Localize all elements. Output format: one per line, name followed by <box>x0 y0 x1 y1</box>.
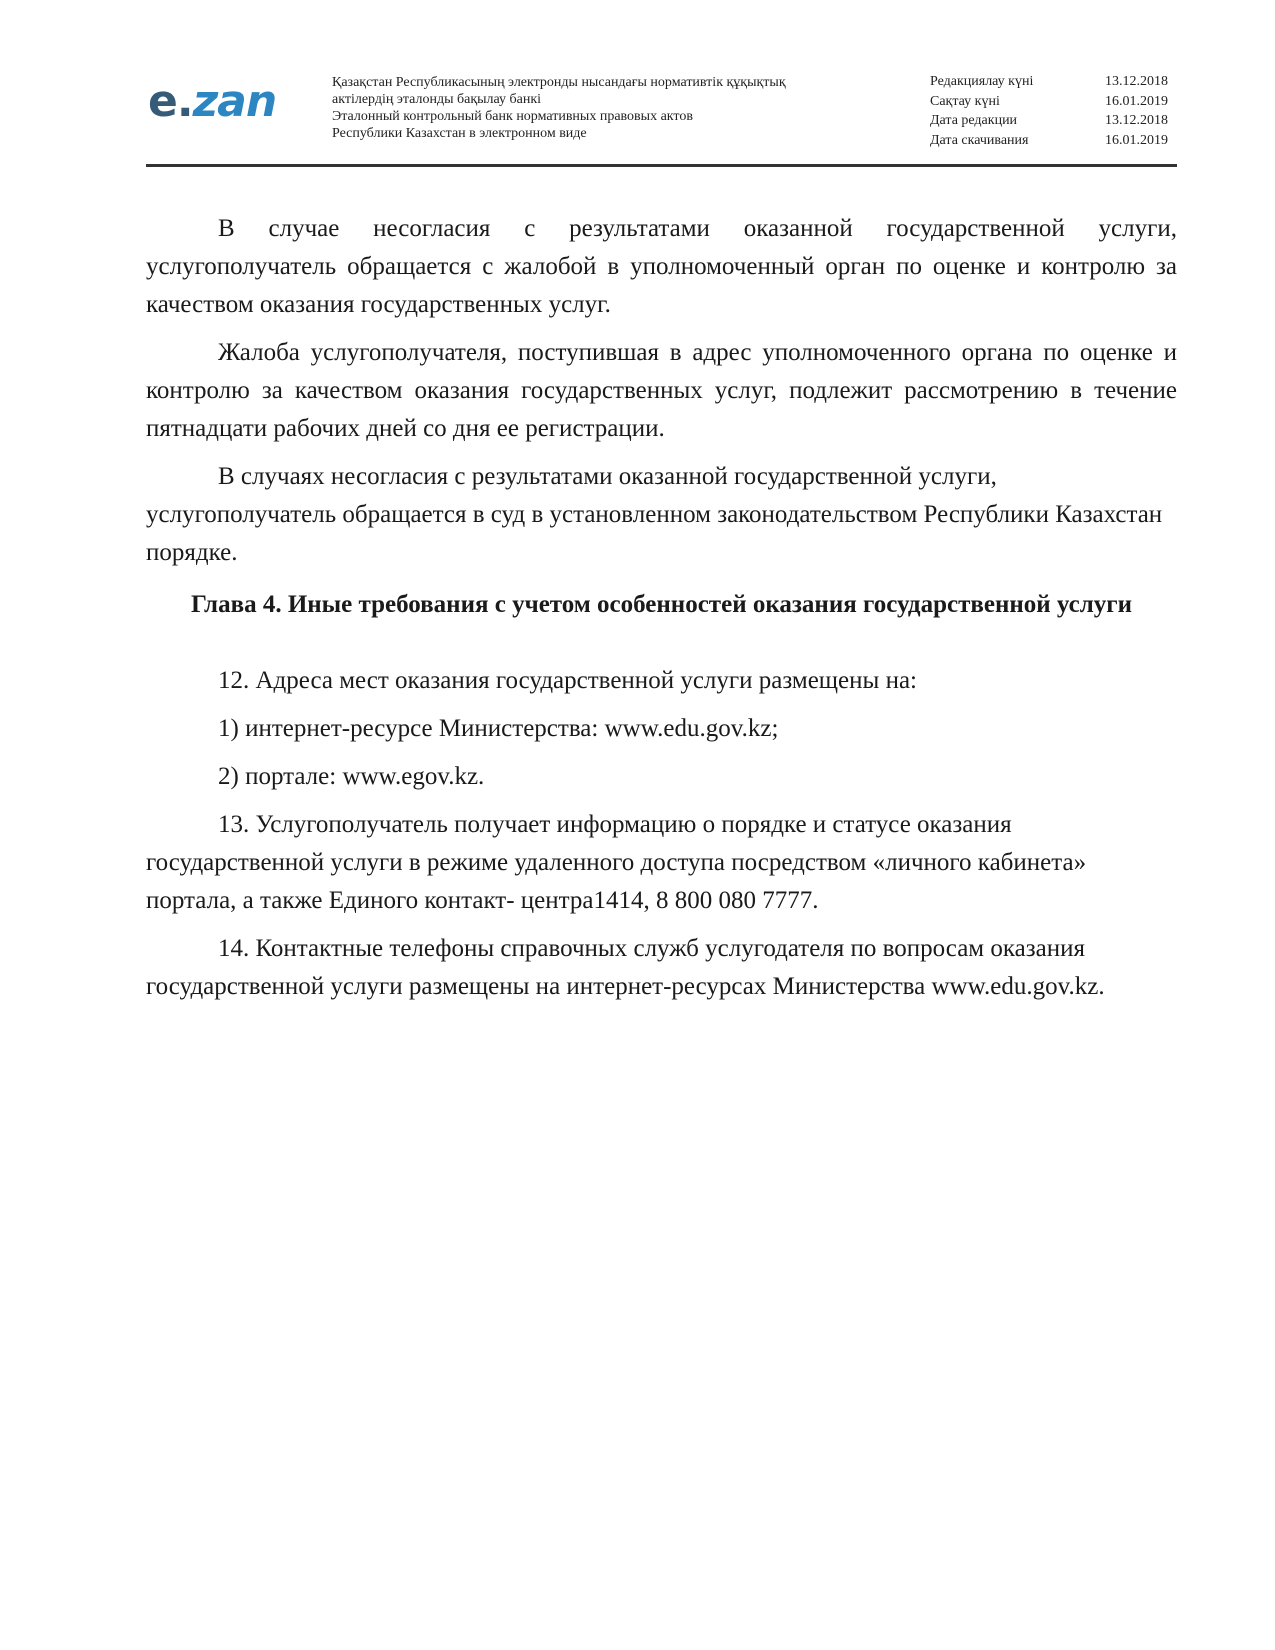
meta-row <box>930 131 1180 151</box>
meta-value: 16.01.2019 <box>1105 132 1168 148</box>
meta-row <box>930 72 1180 92</box>
meta-label: Дата скачивания <box>930 132 1029 148</box>
paragraph: 14. Контактные телефоны справочных служб услугодателя по вопросам оказания государственной услуги размещены на интернет-ресурсах Министерства www.edu.gov.kz. <box>146 935 1105 1000</box>
paragraph: 1) интернет-ресурсе Министерства: www.edu.gov.kz; <box>218 715 779 742</box>
meta-row <box>930 92 1180 112</box>
header-divider <box>146 164 1177 167</box>
meta-value: 13.12.2018 <box>1105 74 1168 89</box>
paragraph: Жалоба услугополучателя, поступившая в адрес уполномоченного органа по оценке и контролю за качеством оказания государственных услуг, подлежит рассмотрению в течение пятнадцати рабочих дней со дня ее регистрации. <box>146 339 1177 442</box>
paragraph: 2) портале: www.egov.kz. <box>218 763 485 790</box>
bank-description <box>332 74 892 142</box>
bank-line: Қазақстан Республикасының электронды нысандағы нормативтік құқықтық <box>332 75 786 90</box>
chapter-title: Глава 4. Иные требования с учетом особенностей оказания государственной услуги <box>190 591 1133 618</box>
meta-value: 16.01.2019 <box>1105 93 1168 109</box>
page-header <box>146 66 1177 162</box>
meta-value: 13.12.2018 <box>1105 113 1168 128</box>
meta-label: Сақтау күні <box>930 93 1000 109</box>
bank-line: Эталонный контрольный банк нормативных правовых актов <box>332 109 693 124</box>
meta-label: Дата редакции <box>930 113 1018 128</box>
bank-line: актілердің эталонды бақылау банкі <box>332 92 542 107</box>
paragraph: 13. Услугополучатель получает информацию о порядке и статусе оказания государственной услуги в режиме удаленного доступа посредством «личного кабинета» портала, а также Единого контакт- центра1414, 8 800 080 7777. <box>146 811 1087 914</box>
paragraph: В случаях несогласия с результатами оказанной государственной услуги, услугополучатель обращается в суд в установленном законодательством Республики Казахстан порядке. <box>146 463 1163 566</box>
paragraph: 12. Адреса мест оказания государственной услуги размещены на: <box>218 667 917 694</box>
meta-row <box>930 111 1180 131</box>
date-meta <box>930 72 1180 150</box>
meta-label: Редакциялау күні <box>930 74 1034 89</box>
document-body <box>146 210 1177 1016</box>
bank-line: Республики Казахстан в электронном виде <box>332 126 587 141</box>
paragraph: В случае несогласия с результатами оказанной государственной услуги, услугополучатель обращается с жалобой в уполномоченный орган по оценке и контролю за качеством оказания государственных услуг. <box>146 215 1177 318</box>
ezan-logo: e.zan <box>148 76 277 127</box>
